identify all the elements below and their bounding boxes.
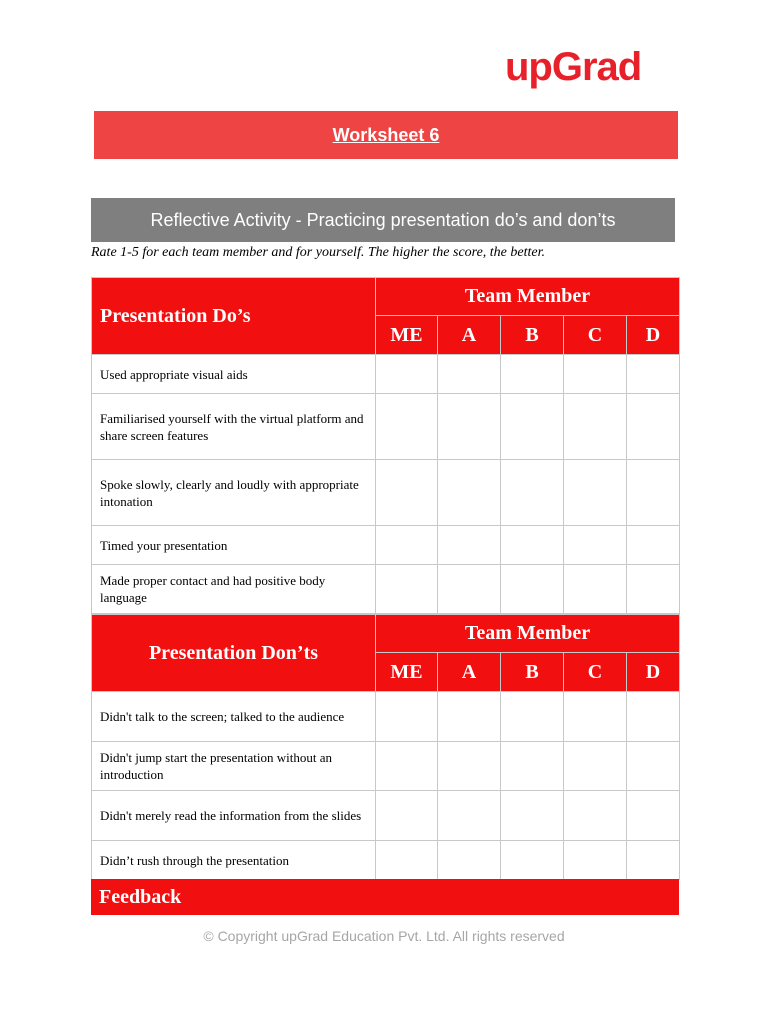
dos-item: Timed your presentation: [92, 526, 376, 565]
rating-cell[interactable]: [564, 526, 627, 565]
rating-cell[interactable]: [376, 742, 438, 791]
rating-cell[interactable]: [627, 841, 680, 880]
rating-cell[interactable]: [438, 742, 501, 791]
donts-col-b: B: [501, 653, 564, 692]
table-row: [92, 565, 680, 614]
rating-cell[interactable]: [376, 394, 438, 460]
table-row: [92, 355, 680, 394]
donts-table: [91, 614, 680, 880]
rating-cell[interactable]: [438, 460, 501, 526]
table-row: [92, 742, 680, 791]
table-row: [92, 791, 680, 841]
dos-col-c: C: [564, 316, 627, 355]
dos-item: Spoke slowly, clearly and loudly with appropriate intonation: [92, 460, 376, 526]
table-row: [92, 394, 680, 460]
worksheet-title: Worksheet 6: [332, 124, 440, 145]
table-row: [92, 692, 680, 742]
rating-cell[interactable]: [564, 692, 627, 742]
rating-cell[interactable]: [501, 355, 564, 394]
donts-col-me: ME: [376, 653, 438, 692]
donts-item: Didn’t rush through the presentation: [92, 841, 376, 880]
feedback-bar: [91, 879, 679, 915]
rating-cell[interactable]: [564, 742, 627, 791]
rating-cell[interactable]: [438, 526, 501, 565]
dos-title: Presentation Do’s: [92, 278, 376, 355]
rating-cell[interactable]: [438, 355, 501, 394]
table-row: [92, 841, 680, 880]
worksheet-banner: [94, 111, 678, 159]
rating-cell[interactable]: [501, 526, 564, 565]
rating-cell[interactable]: [627, 460, 680, 526]
donts-team-member-header: Team Member: [376, 615, 680, 653]
rating-cell[interactable]: [627, 692, 680, 742]
donts-title: Presentation Don’ts: [92, 615, 376, 692]
rating-cell[interactable]: [376, 526, 438, 565]
dos-col-me: ME: [376, 316, 438, 355]
rating-cell[interactable]: [564, 841, 627, 880]
rating-cell[interactable]: [501, 394, 564, 460]
rating-cell[interactable]: [438, 791, 501, 841]
rating-cell[interactable]: [501, 791, 564, 841]
rating-cell[interactable]: [376, 460, 438, 526]
donts-col-a: A: [438, 653, 501, 692]
copyright-footer: © Copyright upGrad Education Pvt. Ltd. All rights reserved: [203, 928, 565, 944]
dos-item: Made proper contact and had positive body language: [92, 565, 376, 614]
rating-cell[interactable]: [438, 841, 501, 880]
donts-item: Didn't talk to the screen; talked to the audience: [92, 692, 376, 742]
dos-col-a: A: [438, 316, 501, 355]
rating-cell[interactable]: [501, 460, 564, 526]
activity-bar: [91, 198, 675, 242]
donts-item: Didn't merely read the information from the slides: [92, 791, 376, 841]
rating-cell[interactable]: [438, 394, 501, 460]
rating-cell[interactable]: [627, 791, 680, 841]
rating-cell[interactable]: [627, 742, 680, 791]
activity-title: Reflective Activity - Practicing presentation do’s and don’ts: [150, 209, 616, 230]
rating-cell[interactable]: [501, 742, 564, 791]
feedback-title: Feedback: [99, 885, 182, 908]
dos-team-member-header: Team Member: [376, 278, 680, 316]
rating-cell[interactable]: [627, 355, 680, 394]
donts-col-c: C: [564, 653, 627, 692]
rating-cell[interactable]: [564, 460, 627, 526]
rating-cell[interactable]: [438, 565, 501, 614]
rating-cell[interactable]: [627, 565, 680, 614]
rating-cell[interactable]: [564, 355, 627, 394]
rating-cell[interactable]: [564, 394, 627, 460]
dos-table: [91, 277, 680, 614]
upgrad-logo: upGrad: [505, 45, 642, 89]
rating-cell[interactable]: [501, 841, 564, 880]
dos-col-b: B: [501, 316, 564, 355]
dos-col-d: D: [627, 316, 680, 355]
table-row: [92, 460, 680, 526]
donts-item: Didn't jump start the presentation without an introduction: [92, 742, 376, 791]
rating-cell[interactable]: [564, 565, 627, 614]
rating-cell[interactable]: [627, 526, 680, 565]
dos-item: Used appropriate visual aids: [92, 355, 376, 394]
rating-cell[interactable]: [501, 692, 564, 742]
rating-cell[interactable]: [376, 692, 438, 742]
table-row: [92, 526, 680, 565]
donts-col-d: D: [627, 653, 680, 692]
rating-cell[interactable]: [376, 791, 438, 841]
rating-cell[interactable]: [376, 841, 438, 880]
instruction-text: Rate 1-5 for each team member and for yourself. The higher the score, the better.: [91, 245, 546, 260]
rating-cell[interactable]: [501, 565, 564, 614]
rating-cell[interactable]: [627, 394, 680, 460]
rating-cell[interactable]: [376, 565, 438, 614]
dos-item: Familiarised yourself with the virtual platform and share screen features: [92, 394, 376, 460]
rating-cell[interactable]: [564, 791, 627, 841]
rating-cell[interactable]: [438, 692, 501, 742]
rating-cell[interactable]: [376, 355, 438, 394]
